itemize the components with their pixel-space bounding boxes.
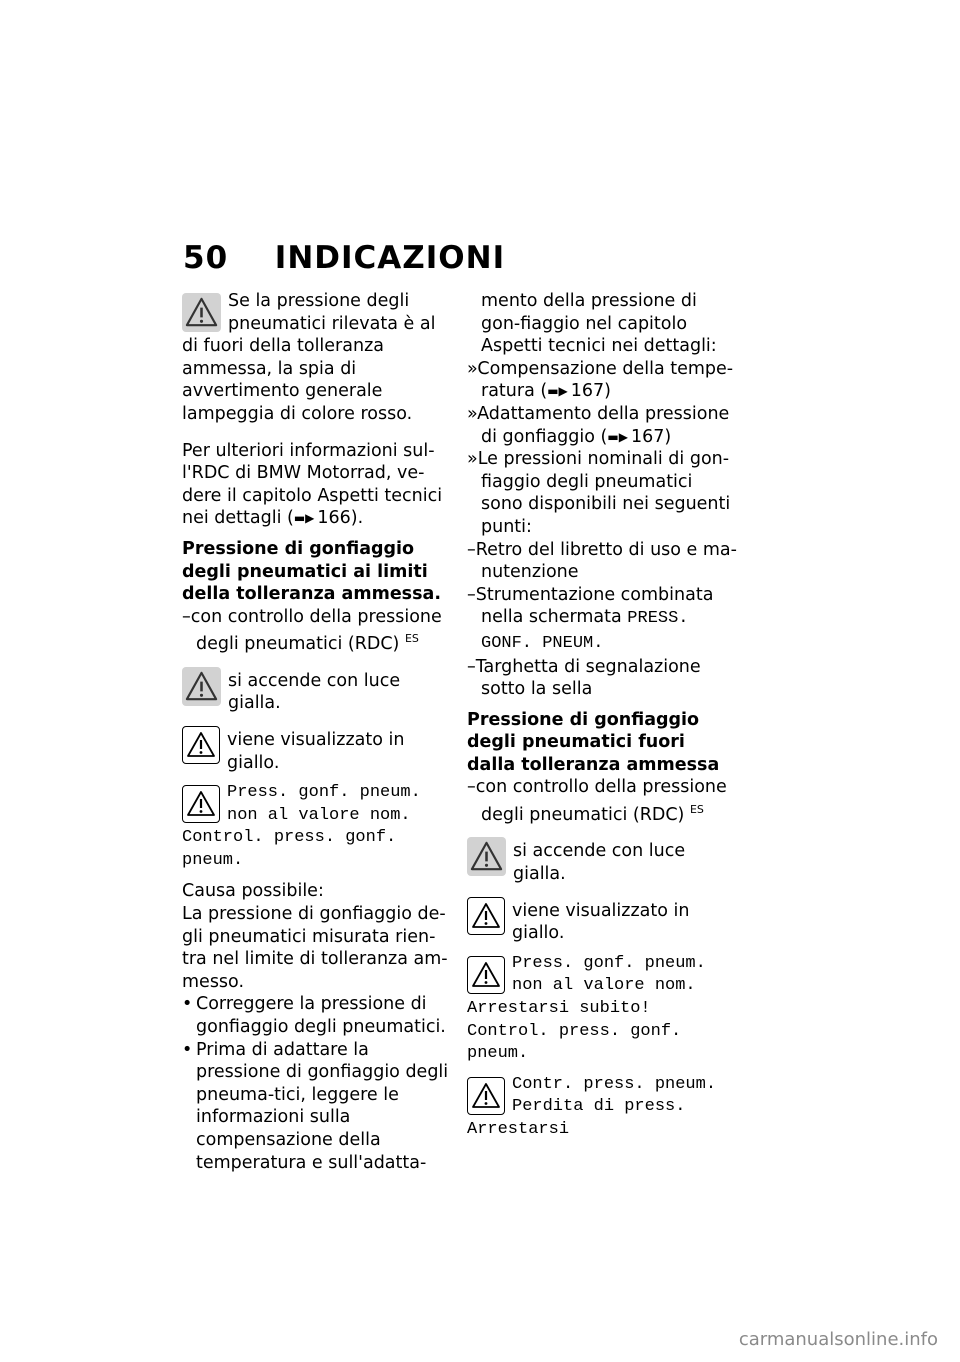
indicator-yellow-on: si accende con luce gialla. xyxy=(182,664,452,715)
indicator-yellow-shown: viene visualizzato in giallo. xyxy=(467,894,737,945)
list-item: »Compensazione della tempe-ratura (▬▶ 167) xyxy=(467,358,734,402)
list-item: –Retro del libretto di uso e ma-nutenzione xyxy=(467,539,737,583)
warning-triangle-icon xyxy=(182,293,221,332)
condition-item: –con controllo della pressione degli pneumatici (RDC) $^{ES}$ xyxy=(182,606,442,655)
watermark: carmanualsonline.info xyxy=(738,1329,938,1350)
page-reference[interactable]: 167) xyxy=(570,381,611,402)
warning-triangle-outline-icon xyxy=(182,726,220,764)
warning-block xyxy=(182,290,452,426)
list-item: »Adattamento della pressione di gonfiaggio (▬▶ 167) xyxy=(467,403,730,447)
right-column xyxy=(467,290,737,1142)
list-item: • Correggere la pressione di gonfiaggio degli pneumatici. xyxy=(182,994,446,1038)
list-item: • Prima di adattare la pressione di gonfiaggio degli pneuma-tici, leggere le informazioni sulla compensazione della temperatura e sull'adatta- xyxy=(182,1039,449,1173)
list-item: –Strumentazione combinata nella schermata PRESS. GONF. PNEUM. xyxy=(467,584,714,653)
cause-text: La pressione di gonfiaggio de-gli pneumatici misurata rien-tra nel limite di tolleranza am-messo. xyxy=(182,904,448,992)
page-reference[interactable]: 166). xyxy=(317,508,364,529)
reference-arrow-icon: ▬▶ xyxy=(607,429,628,444)
warning-triangle-outline-icon xyxy=(182,785,220,823)
warning-triangle-icon xyxy=(182,667,221,706)
section-heading-limits: Pressione di gonfiaggio degli pneumatici ai limiti della tolleranza ammessa. xyxy=(182,538,441,605)
page-reference[interactable]: 167) xyxy=(630,426,672,447)
cause-label: Causa possibile: xyxy=(182,881,324,902)
indicator-yellow-on: si accende con luce gialla. xyxy=(467,834,737,885)
section-heading-out-of-range: Pressione di gonfiaggio degli pneumatici fuori dalla tolleranza ammessa xyxy=(467,709,720,775)
rdc-info-text: Per ulteriori informazioni sul-l'RDC di BMW Motorrad, ve-dere il capitolo Aspetti tecnici nei dettagli (▬▶ 166). xyxy=(182,440,443,529)
continued-text: mento della pressione di gon-fiaggio nel capitolo Aspetti tecnici nei dettagli: xyxy=(481,291,717,357)
reference-arrow-icon: ▬▶ xyxy=(293,511,315,526)
display-message: Contr. press. pneum. Perdita di press. Arrestarsi xyxy=(467,1074,717,1140)
page-header xyxy=(183,240,505,276)
display-message: Press. gonf. pneum. non al valore nom. Arrestarsi subito! Control. press. gonf. pneum. xyxy=(467,953,706,1064)
left-column xyxy=(182,290,452,1174)
warning-triangle-icon xyxy=(467,837,506,876)
indicator-yellow-shown: viene visualizzato in giallo. xyxy=(182,723,452,774)
page-title: INDICAZIONI xyxy=(274,240,506,276)
warning-text: Se la pressione degli pneumatici rilevata è al di fuori della tolleranza ammessa, la spia di avvertimento generale lampeggia di colore rosso. xyxy=(182,291,436,424)
list-item: –Targhetta di segnalazione sotto la sella xyxy=(467,656,701,700)
page-number: 50 xyxy=(183,240,229,276)
reference-arrow-icon: ▬▶ xyxy=(547,384,568,399)
display-message: Press. gonf. pneum. non al valore nom. Control. press. gonf. pneum. xyxy=(182,783,421,870)
warning-triangle-outline-icon xyxy=(467,956,505,994)
warning-triangle-outline-icon xyxy=(467,897,505,935)
warning-triangle-outline-icon xyxy=(467,1077,505,1115)
condition-item: –con controllo della pressione degli pneumatici (RDC) $^{ES}$ xyxy=(467,777,727,825)
list-item: »Le pressioni nominali di gon-fiaggio degli pneumatici sono disponibili nei seguenti punti: xyxy=(467,449,731,537)
